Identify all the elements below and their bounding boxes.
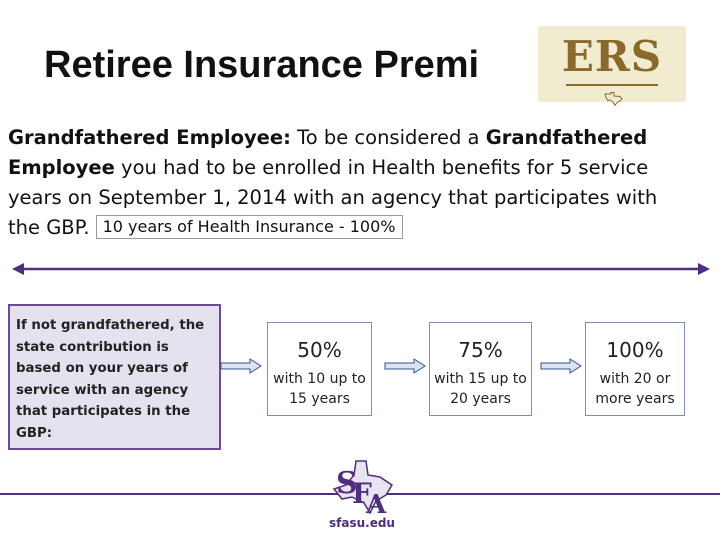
step-description: with 10 up to 15 years [273, 371, 366, 407]
arrow-right-icon [540, 358, 582, 374]
svg-text:F: F [352, 477, 372, 510]
step-description: with 15 up to 20 years [434, 371, 527, 407]
svg-text:S: S [336, 466, 358, 501]
ers-logo [538, 26, 686, 102]
footer-url: sfasu.edu [329, 516, 395, 530]
arrow-right-icon [220, 358, 262, 374]
not-grandfathered-box: If not grandfathered, the state contribution is based on your years of service with an agency that participates in the GBP: [8, 304, 221, 450]
definition-text-1: To be considered a [290, 126, 486, 149]
svg-text:A: A [366, 490, 387, 517]
ers-logo-text: ERS [561, 32, 663, 81]
double-arrow-icon [12, 258, 710, 280]
step-percent: 75% [458, 338, 503, 362]
sfa-logo-icon [326, 455, 398, 517]
slide-title: Retiree Insurance Premi [44, 44, 480, 86]
step-box-50 [267, 322, 372, 416]
grandfathered-definition [8, 123, 688, 243]
step-percent: 100% [606, 338, 664, 362]
step-description: with 20 or more years [595, 371, 675, 407]
grandfathered-term: Grandfathered Employee [8, 126, 648, 179]
step-percent: 50% [297, 338, 342, 362]
definition-text-2: you had to be enrolled in Health benefits for 5 service years on September 1, 2014 with an agency that participates with the GBP. [8, 156, 658, 239]
step-box-75 [429, 322, 532, 416]
grandfathered-label: Grandfathered Employee: [8, 126, 291, 149]
insurance-highlight-box: 10 years of Health Insurance - 100% [96, 215, 403, 239]
step-box-100 [585, 322, 685, 416]
arrow-right-icon [384, 358, 426, 374]
texas-outline-icon [604, 92, 624, 106]
logo-divider [566, 84, 658, 86]
